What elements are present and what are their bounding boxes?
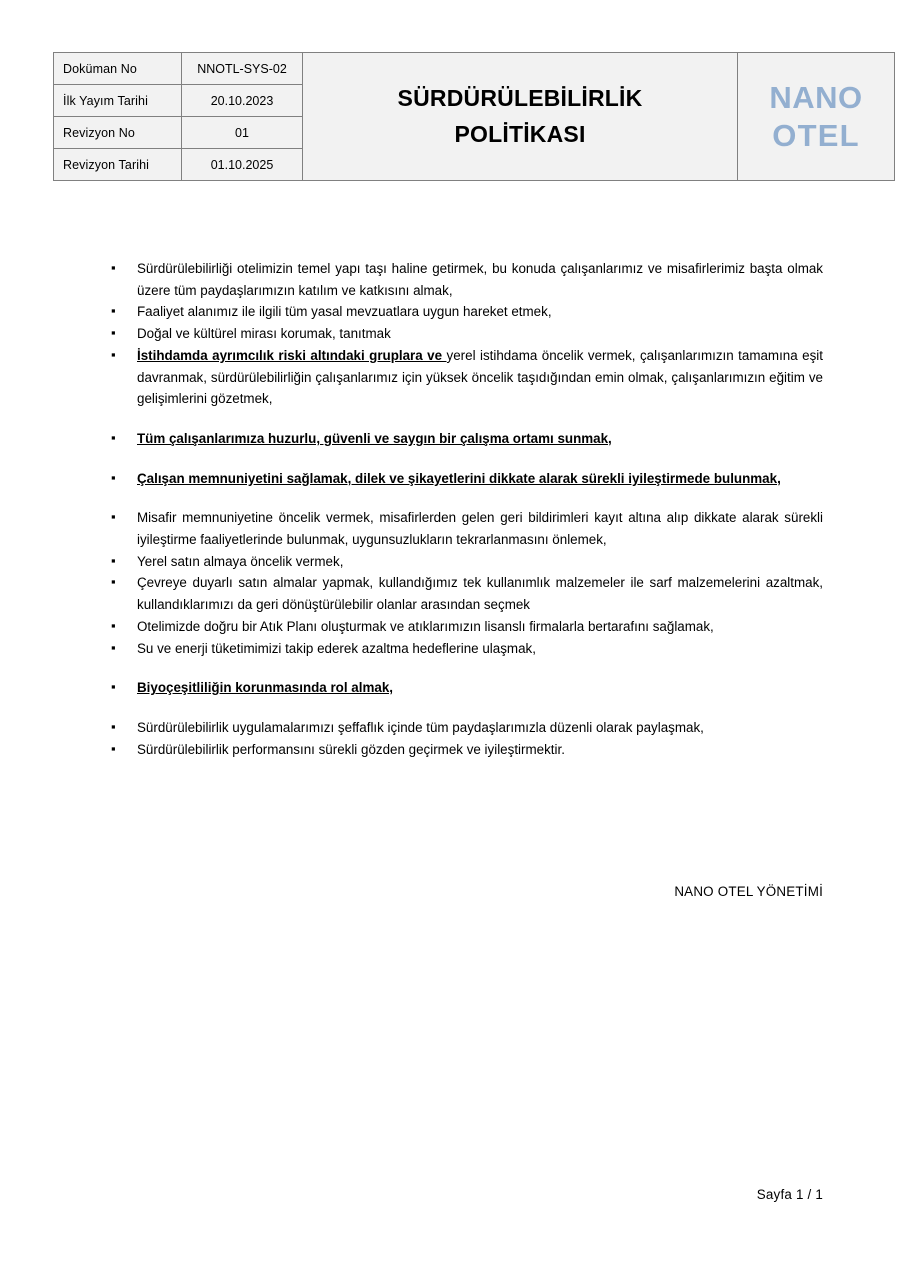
policy-bullet-item [108, 638, 823, 660]
meta-label-ilk-yayim-tarihi: İlk Yayım Tarihi [54, 85, 182, 117]
meta-label-revizyon-no: Revizyon No [54, 117, 182, 149]
meta-value-revizyon-tarihi: 01.10.2025 [182, 149, 303, 181]
header-table-body [54, 53, 895, 181]
policy-text-segment: Çalışan memnuniyetini sağlamak, dilek ve şikayetlerini dikkate alarak sürekli iyileştirmede bulunmak, [137, 470, 781, 486]
table-row [54, 53, 895, 85]
policy-text-segment: Sürdürülebilirlik performansını sürekli gözden geçirmek ve iyileştirmektir. [137, 741, 565, 757]
policy-text-segment: Sürdürülebilirliği otelimizin temel yapı taşı haline getirmek, bu konuda çalışanlarımız ve misafirlerimiz başta olmak üzere tüm paydaşlarımızın katılım ve katkısını almak, [137, 261, 823, 298]
meta-label-revizyon-tarihi: Revizyon Tarihi [54, 149, 182, 181]
policy-text-segment: Doğal ve kültürel mirası korumak, tanıtmak [137, 326, 391, 342]
document-title-line-2: POLİTİKASI [454, 120, 586, 147]
brand-logo-cell [738, 53, 895, 181]
policy-bullet-item [108, 677, 823, 699]
meta-label-dokuman-no: Doküman No [54, 53, 182, 85]
document-header-table [53, 52, 895, 181]
policy-bullet-item [108, 468, 823, 490]
policy-text-segment: Çevreye duyarlı satın almalar yapmak, kullandığımız tek kullanımlık malzemeler ile sarf malzemelerini azaltmak, kullandıklarımızı da geri dönüştürülebilir olanlar arasından seçmek [137, 575, 823, 613]
policy-bullet-item [108, 345, 823, 410]
policy-text-segment: Tüm çalışanlarımıza huzurlu, güvenli ve saygın bir çalışma ortamı sunmak, [137, 430, 612, 446]
policy-text-segment: Faaliyet alanımız ile ilgili tüm yasal mevzuatlara uygun hareket etmek, [137, 304, 552, 320]
policy-bullet-item [108, 616, 823, 638]
logo-line-1: NANO [769, 79, 863, 115]
policy-bullet-item [108, 739, 823, 761]
policy-bullet-item [108, 258, 823, 301]
policy-bullet-item [108, 551, 823, 573]
policy-text-segment: Su ve enerji tüketimimizi takip ederek azaltma hedeflerine ulaşmak, [137, 640, 536, 656]
document-title-line-1: SÜRDÜRÜLEBİLİRLİK [397, 84, 643, 111]
policy-text-segment: Biyoçeşitliliğin korunmasında rol almak, [137, 680, 393, 696]
policy-bullet-item [108, 428, 823, 450]
policy-text-segment: Sürdürülebilirlik uygulamalarımızı şeffaflık içinde tüm paydaşlarımızla düzenli olarak paylaşmak, [137, 719, 704, 735]
policy-text-segment: Misafir memnuniyetine öncelik vermek, misafirlerden gelen geri bildirimleri kayıt altına alıp dikkate alarak sürekli iyileştirme faaliyetlerinde bulunmak, uygunsuzlukların tekrarlanmasını önlemek, [137, 510, 823, 548]
policy-text-segment: Otelimizde doğru bir Atık Planı oluşturmak ve atıklarımızın lisanslı firmalarla bertarafını sağlamak, [137, 618, 714, 634]
policy-bullet-item [108, 717, 823, 739]
policy-bullet-list [108, 258, 823, 760]
policy-bullet-item [108, 507, 823, 550]
document-title-cell [303, 53, 738, 181]
policy-bullet-item [108, 572, 823, 615]
nano-otel-logo [738, 79, 894, 155]
policy-text-segment: Yerel satın almaya öncelik vermek, [137, 553, 344, 569]
meta-value-ilk-yayim-tarihi: 20.10.2023 [182, 85, 303, 117]
policy-content [108, 258, 823, 760]
policy-text-segment: İstihdamda ayrımcılık riski altındaki gruplara ve [137, 347, 447, 363]
meta-value-revizyon-no: 01 [182, 117, 303, 149]
policy-text-segment: yerel istihdama öncelik vermek, çalışanlarımızın tamamına eşit davranmak, sürdürülebilirliğin çalışanlarımız için yüksek öncelik taşıdığından emin olmak, çalışanlarımızın eğitim ve gelişimlerini gözetmek, [137, 347, 823, 407]
policy-bullet-item [108, 323, 823, 345]
logo-line-2: OTEL [772, 117, 860, 153]
management-signature: NANO OTEL YÖNETİMİ [674, 884, 823, 899]
page-title [317, 81, 723, 152]
policy-bullet-item [108, 301, 823, 323]
page-number-footer: Sayfa 1 / 1 [756, 1187, 823, 1202]
meta-value-dokuman-no: NNOTL-SYS-02 [182, 53, 303, 85]
